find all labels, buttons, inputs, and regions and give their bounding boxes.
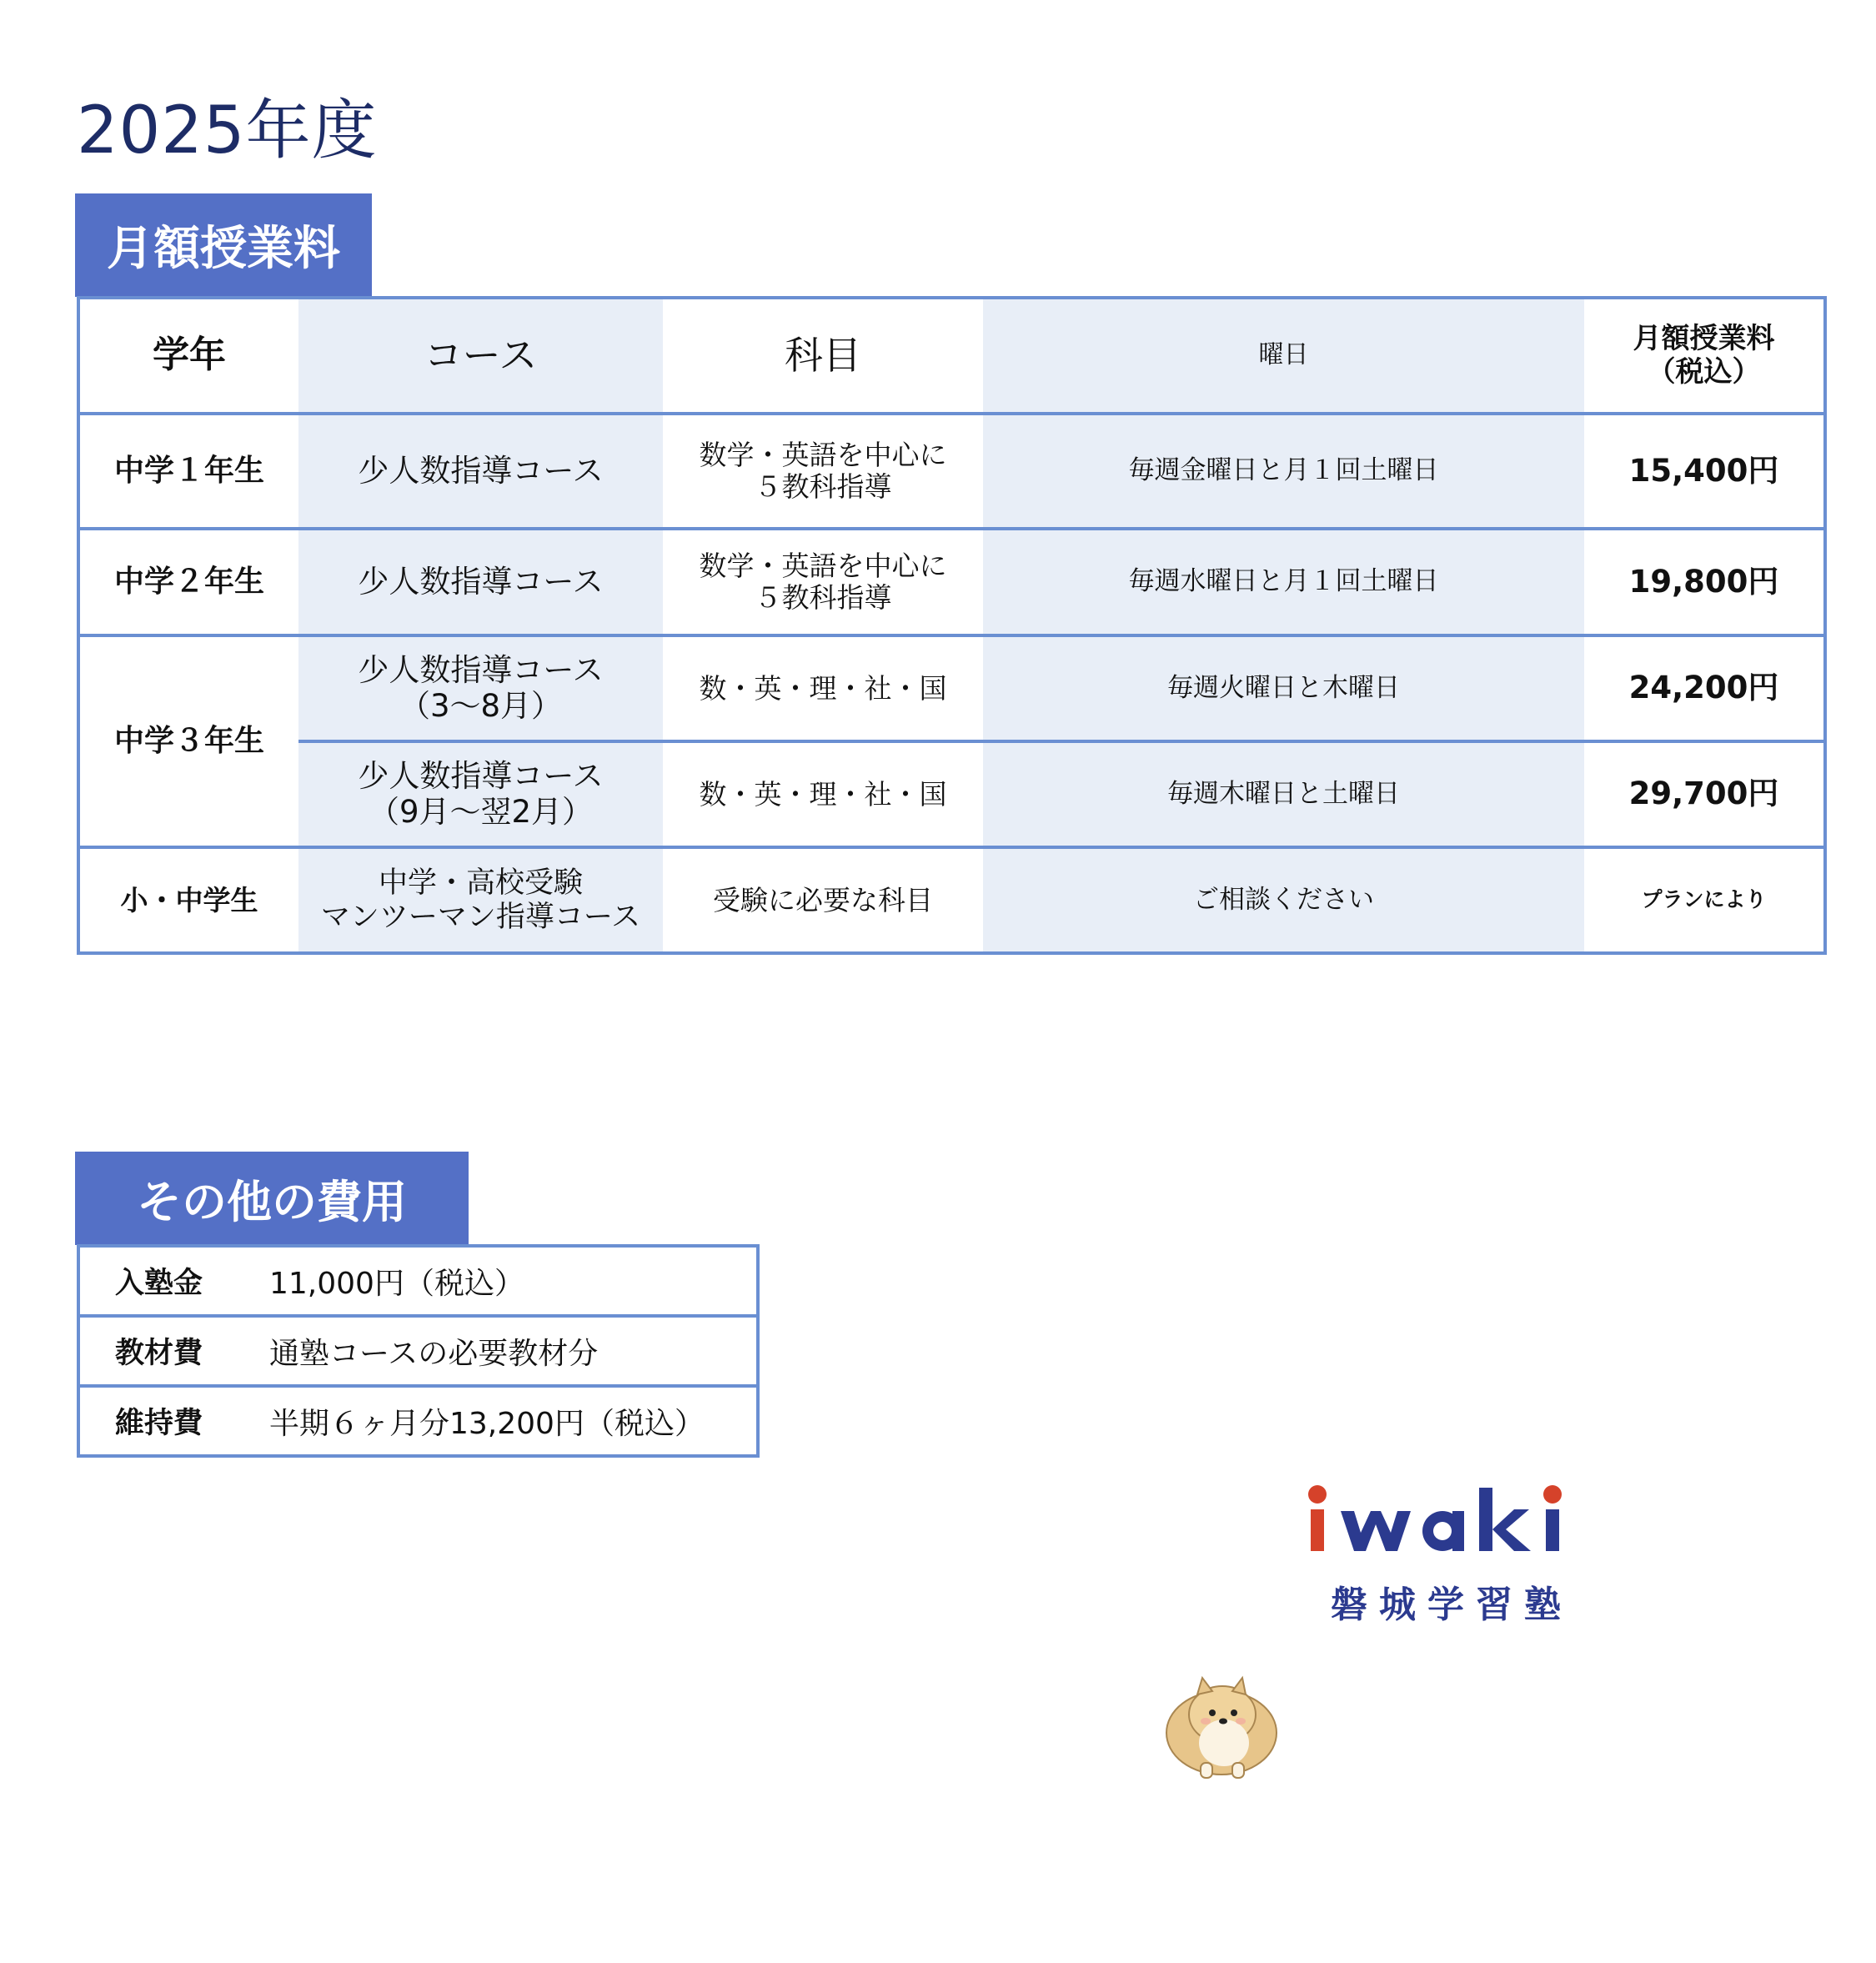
table-row <box>78 414 1825 529</box>
table-row <box>78 847 1825 953</box>
subject-line1: 数学・英語を中心に <box>699 550 947 583</box>
grade-cell: 中学３年生 <box>78 635 298 847</box>
cost-label: 入塾金 <box>78 1246 269 1316</box>
table-row <box>78 529 1825 635</box>
course-line1: 中学・高校受験 <box>378 866 583 901</box>
table-row <box>78 1316 758 1386</box>
day-cell: 毎週木曜日と土曜日 <box>983 741 1584 847</box>
other-costs-section-title: その他の費用 <box>75 1152 469 1245</box>
subject-line2: ５教科指導 <box>754 581 892 614</box>
header-fee-line1: 月額授業料 <box>1633 322 1775 356</box>
pomeranian-dog-icon <box>1159 1666 1284 1783</box>
course-cell <box>298 635 663 741</box>
course-cell: 少人数指導コース <box>298 529 663 635</box>
day-cell: 毎週金曜日と月１回土曜日 <box>983 414 1584 529</box>
header-fee-line2: （税込） <box>1647 354 1761 389</box>
header-day: 曜日 <box>983 298 1584 414</box>
iwaki-logo <box>1301 1476 1601 1626</box>
monthly-fee-table <box>77 296 1827 955</box>
day-cell: ご相談ください <box>983 847 1584 953</box>
course-line2: （9月〜翌2月） <box>368 793 594 830</box>
subject-cell <box>663 414 983 529</box>
table-row <box>78 741 1825 847</box>
course-cell <box>298 741 663 847</box>
course-line2: マンツーマン指導コース <box>320 900 641 934</box>
fee-cell: 15,400円 <box>1584 414 1825 529</box>
subject-cell <box>663 529 983 635</box>
grade-cell: 中学１年生 <box>78 414 298 529</box>
cost-value: 通塾コースの必要教材分 <box>269 1316 758 1386</box>
fee-cell: 19,800円 <box>1584 529 1825 635</box>
course-line1: 少人数指導コース <box>358 651 604 688</box>
cost-label: 維持費 <box>78 1386 269 1456</box>
header-grade: 学年 <box>78 298 298 414</box>
cost-value: 半期６ヶ月分13,200円（税込） <box>269 1386 758 1456</box>
other-costs-table <box>77 1244 760 1458</box>
grade-cell: 中学２年生 <box>78 529 298 635</box>
cost-label: 教材費 <box>78 1316 269 1386</box>
table-row <box>78 1386 758 1456</box>
subject-cell: 数・英・理・社・国 <box>663 741 983 847</box>
course-cell <box>298 847 663 953</box>
table-row <box>78 1246 758 1316</box>
day-cell: 毎週水曜日と月１回土曜日 <box>983 529 1584 635</box>
page-title: 2025年度 <box>77 93 378 168</box>
subject-cell: 受験に必要な科目 <box>663 847 983 953</box>
cost-value: 11,000円（税込） <box>269 1246 758 1316</box>
subject-line1: 数学・英語を中心に <box>699 439 947 472</box>
subject-cell: 数・英・理・社・国 <box>663 635 983 741</box>
fee-cell: 24,200円 <box>1584 635 1825 741</box>
course-line1: 少人数指導コース <box>358 757 604 794</box>
table-row <box>78 635 1825 741</box>
subject-line2: ５教科指導 <box>754 470 892 503</box>
grade-cell: 小・中学生 <box>78 847 298 953</box>
monthly-fee-section-title: 月額授業料 <box>75 193 372 297</box>
logo-subtitle: 磐城学習塾 <box>1331 1584 1573 1626</box>
fee-cell: プランにより <box>1584 847 1825 953</box>
day-cell: 毎週火曜日と木曜日 <box>983 635 1584 741</box>
iwaki-wordmark-logo <box>1301 1476 1601 1559</box>
header-fee <box>1584 298 1825 414</box>
course-line2: （3〜8月） <box>399 687 563 724</box>
header-subject: 科目 <box>663 298 983 414</box>
table-header-row <box>78 298 1825 414</box>
course-cell: 少人数指導コース <box>298 414 663 529</box>
fee-cell: 29,700円 <box>1584 741 1825 847</box>
header-course: コース <box>298 298 663 414</box>
